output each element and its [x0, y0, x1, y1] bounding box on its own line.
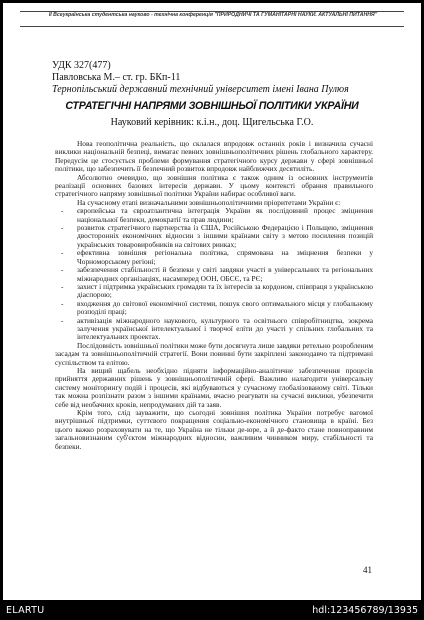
document-page — [3, 3, 421, 600]
list-item: - європейська та євроатлантична інтеграція України як послідовний процес зміцнення національної безпеки, демократії та прав людини; — [55, 207, 373, 224]
conference-header: ІІ Всеукраїнська студентська науково - технічна конференція "ПРИРОДНИЧІ ТА ГУМАНІТАРНІ НАУКИ. АКТУАЛЬНІ ПИТАННЯ" — [48, 12, 378, 18]
priorities-list — [55, 207, 373, 342]
handle-label: hdl:123456789/13935 — [312, 605, 418, 616]
repository-label: ELARTU — [6, 605, 45, 616]
list-item: - активізація міжнародного наукового, культурного та освітнього співробітництва, зокрема залучення української інтелектуальної і творчої еліти до участі у спільних глобальних та інтелектуальних проектах. — [55, 317, 373, 342]
list-item: - захист і підтримка українських громадян та їх інтересів за кордоном, співпраця з українською діаспорою; — [55, 283, 373, 300]
paragraph: На вищий щабель необхідно підняти інформаційно-аналітичне забезпечення процесів прийняття державних рішень у зовнішньополітичній сфері. Важливо налагодити універсальну систему моніторингу подій і процесів, які відбуваються у сучасному глобалізованому світі. Тільки так можна розпізнати разом з іншими країнами, вчасно реагувати на сучасні виклики, убезпечити себе від необачних кроків, непродуманих дій та заяв. — [55, 365, 373, 409]
udk-code: УДК 327(477) — [52, 60, 111, 71]
paragraph: Послідовність зовнішньої політики може бути досягнута лише завдяки ретельно розробленим засадам та зовнішньополітичній стратегії. Вони повинні бути закріплені законодавчо та підтримані суспільством та елітою. — [55, 340, 373, 367]
paragraph: Абсолютно очевидно, що зовнішня політика є також одним із основних інструментів реалізації основних базових інтересів держави. У цьому контексті обрання правильного стратегічного напряму зовнішньої політики України набирає особливої ваги. — [55, 172, 373, 199]
author-line: Павловська М.– ст. гр. БКп-11 — [52, 72, 181, 83]
article-body — [55, 140, 373, 451]
list-item: - ефективна зовнішня регіональна політика, спрямована на зміцнення безпеки у Чорноморському регіоні; — [55, 249, 373, 266]
page-number: 41 — [363, 565, 372, 575]
paragraph: Нова геополітична реальність, що склалася впродовж останніх років і визначила сучасні виклики національній безпеці, вимагає певних зовнішньополітичних рішень глобального характеру. Передусім це стосується проблеми формування стратегічного курсу держави у сфері зовнішньої політики, що забезпечить її безпечний розвиток впродовж найближчих десятиліть. — [55, 139, 373, 174]
article-title: СТРАТЕГІЧНІ НАПРЯМИ ЗОВНІШНЬОЇ ПОЛІТИКИ УКРАЇНИ — [65, 100, 359, 112]
paragraph: На сучасному етапі визначальними зовнішньополітичними пріоритетами України є: — [77, 197, 341, 207]
list-item: - забезпечення стабільності й безпеки у світі завдяки участі в універсальних та регіональних міжнародних організаціях, насамперед ООН, ОБСЄ, та РЄ; — [55, 266, 373, 283]
list-item: - розвиток стратегічного партнерства із США, Російською Федерацією і Польщею, зміцнення двосторонніх економічних відносин з іншими країнами світу з метою посилення позицій українських товаровиробників на світових ринках; — [55, 224, 373, 249]
supervisor-line: Науковий керівник: к.і.н., доц. Щигельська Г.О. — [110, 117, 314, 128]
paragraph: Крім того, слід зауважити, що сьогодні зовнішня політика України потребує вагомої внутрішньої підтримки, суттєвого покращення соціально-економічного становища в країні. Без цього важко розраховувати на те, що Україна не тільки де-юре, а й де-факто стане повноправним загальновизнаним суб'єктом міжнародних відносин, важливим чинником миру, стабільності та безпеки. — [55, 408, 373, 451]
university-line: Тернопільський державний технічний університет імені Івана Пулюя — [52, 84, 349, 95]
list-item: - входження до світової економічної системи, пошук свого оптимального місця у глобальному розподілі праці; — [55, 300, 373, 317]
